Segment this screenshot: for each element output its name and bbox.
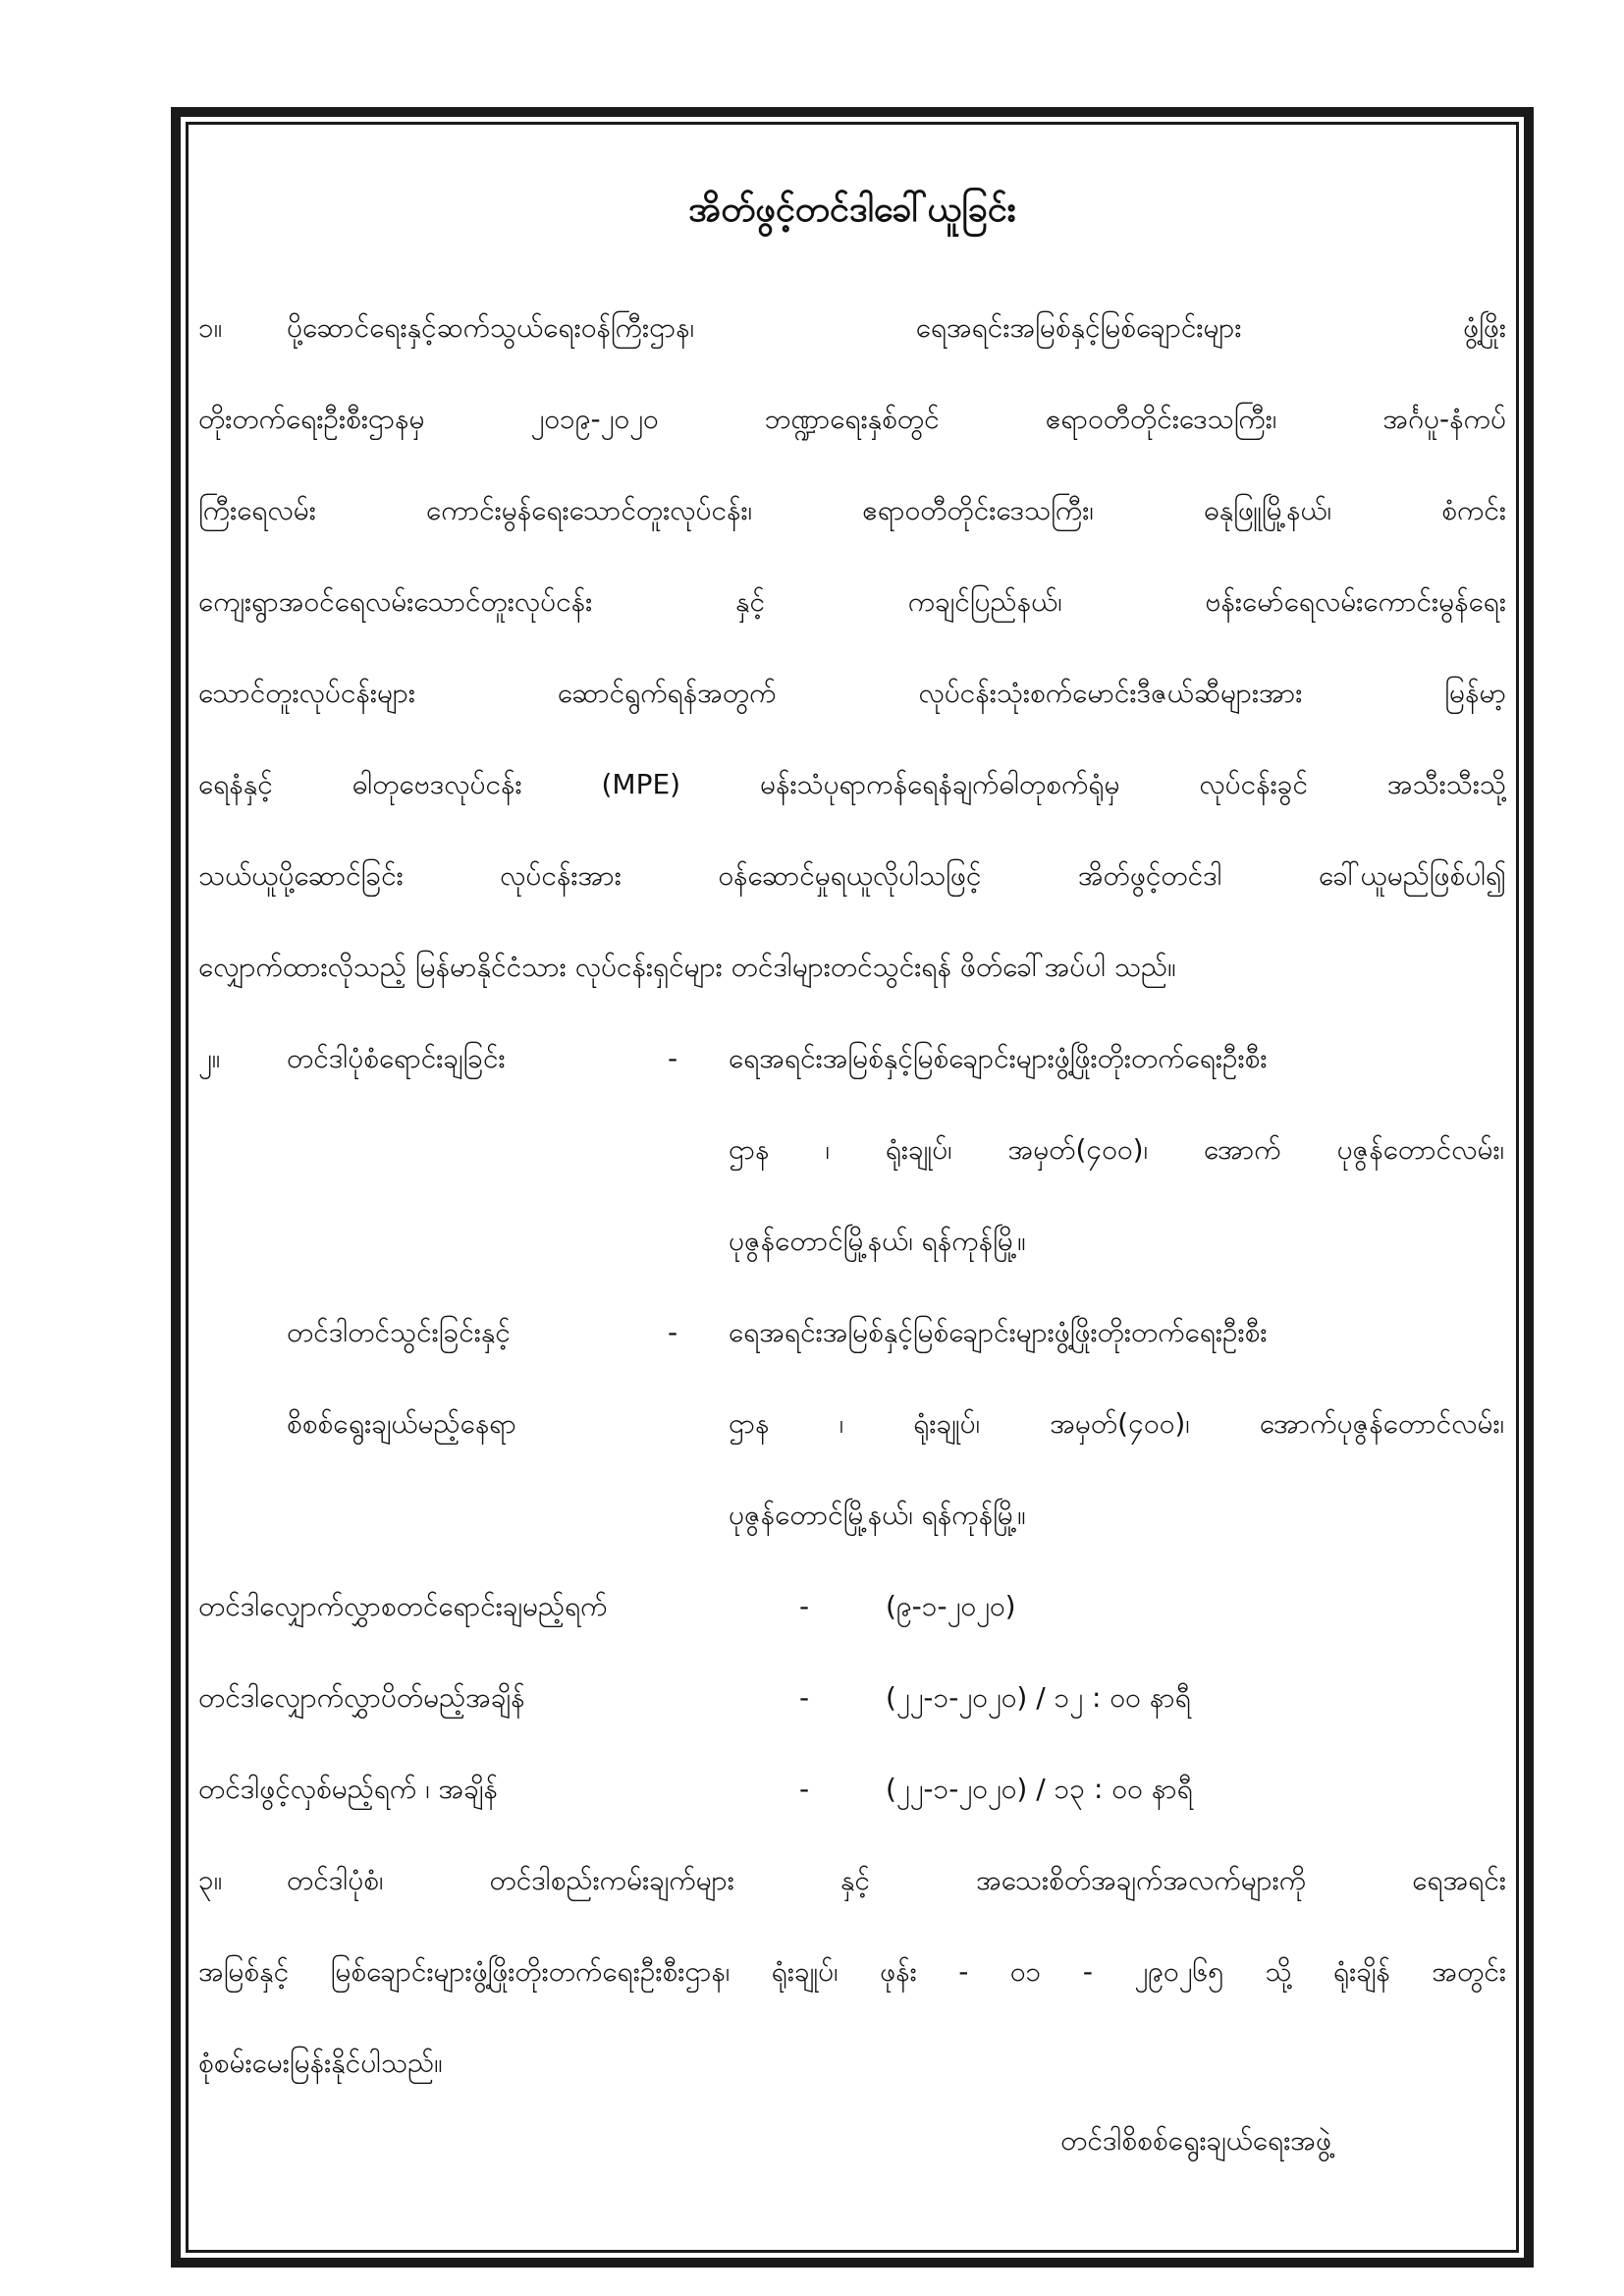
date-dash: -: [799, 1773, 810, 1805]
submit-label: တင်ဒါတင်သွင်းခြင်းနှင့်: [287, 1316, 511, 1348]
section-3-line: စုံစမ်းမေးမြန်းနိုင်ပါသည်။: [198, 2047, 443, 2079]
date-label: တင်ဒါလျှောက်လွှာပိတ်မည့်အချိန်: [198, 1681, 525, 1714]
date-row-opening: [198, 1743, 1506, 1834]
section-1-line: လျှောက်ထားလိုသည့် မြန်မာနိုင်ငံသား လုပ်ငန်းရှင်များ တင်ဒါများတင်သွင်းရန် ဖိတ်ခေါ်အပ်ပါ သည်။: [198, 951, 1176, 983]
section-1-line: သောင်တူးလုပ်ငန်းများ ဆောင်ရွက်ရန်အတွက် လုပ်ငန်းသုံးစက်မောင်းဒီဇယ်ဆီများအား မြန်မာ့: [198, 677, 1506, 709]
date-label: တင်ဒါလျှောက်လွှာစတင်ရောင်းချမည့်ရက်: [198, 1590, 608, 1622]
sale-label: တင်ဒါပုံစံရောင်းချခြင်း: [287, 1042, 506, 1074]
notice-body: [198, 135, 1506, 2240]
section-1-number: ၁။: [198, 311, 223, 344]
date-dash: -: [799, 1590, 810, 1622]
signature: တင်ဒါစိစစ်ရွေးချယ်ရေးအဖွဲ့: [1060, 2124, 1331, 2157]
sale-value-line: ရေအရင်းအမြစ်နှင့်မြစ်ချောင်းများဖွံ့ဖြိုးတိုးတက်ရေးဦးစီး: [729, 1042, 1268, 1074]
section-3-line: ၃။ တင်ဒါပုံစံ၊ တင်ဒါစည်းကမ်းချက်များ နှင့် အသေးစိတ်အချက်အလက်များကို ရေအရင်း: [198, 1834, 1506, 1926]
date-value: (၂၂-၁-၂၀၂၀) / ၁၂ : ၀၀ နာရီ: [886, 1681, 1191, 1714]
section-1-line: သယ်ယူပို့ဆောင်ခြင်း လုပ်ငန်းအား ဝန်ဆောင်မှုရယူလိုပါသဖြင့် အိတ်ဖွင့်တင်ဒါ ခေါ်ယူမည်ဖြစ်ပါ၍: [198, 859, 1506, 892]
sale-value-line: ဌာန ၊ ရုံးချုပ်၊ အမှတ်(၄၀၀)၊ အောက် ပုဇွန်တောင်လမ်း၊: [729, 1133, 1504, 1166]
section-1-line: ကြီးရေလမ်း ကောင်းမွန်ရေးသောင်တူးလုပ်ငန်း၊ ဧရာဝတီတိုင်းဒေသကြီး၊ ဓနုဖြူမြို့နယ်၊ စံကင်း: [198, 494, 1506, 526]
section-2-item-sale: [198, 1012, 1506, 1104]
date-label: တင်ဒါဖွင့်လှစ်မည့်ရက် ၊ အချိန်: [198, 1773, 498, 1805]
section-2-item-submit-cont: [198, 1378, 1506, 1469]
date-dash: -: [799, 1681, 810, 1714]
section-2-number: ၂။: [198, 1042, 221, 1074]
section-1: [198, 282, 1506, 1012]
section-1-line: တိုးတက်ရေးဦးစီးဌာနမှ ၂၀၁၉-၂၀၂၀ ဘဏ္ဍာရေးနှစ်တွင် ဧရာဝတီတိုင်းဒေသကြီး၊ အင်္ဂပူ-နံကပ်: [198, 403, 1506, 435]
section-3: [198, 1834, 1506, 2108]
submit-value-line: ရေအရင်းအမြစ်နှင့်မြစ်ချောင်းများဖွံ့ဖြိုးတိုးတက်ရေးဦးစီး: [729, 1316, 1268, 1348]
date-value: (၉-၁-၂၀၂၀): [886, 1590, 1016, 1622]
submit-label-2: စိစစ်ရွေးချယ်မည့်နေရာ: [287, 1407, 516, 1440]
sale-dash: -: [668, 1042, 678, 1074]
sale-value-line: ပုဇွန်တောင်မြို့နယ်၊ ရန်ကုန်မြို့။: [729, 1225, 1026, 1257]
section-2-item-sale-cont: [198, 1104, 1506, 1195]
date-row-sale-start: [198, 1560, 1506, 1652]
section-3-number: ၃။: [198, 1864, 223, 1896]
submit-dash: -: [668, 1316, 678, 1348]
section-1-line: ၁။ ပို့ဆောင်ရေးနှင့်ဆက်သွယ်ရေးဝန်ကြီးဌာန၊ ရေအရင်းအမြစ်နှင့်မြစ်ချောင်းများ ဖွံ့ဖြိုး: [198, 282, 1506, 373]
section-2-item-submit: [198, 1286, 1506, 1378]
section-2-item-submit-cont: [198, 1469, 1506, 1560]
date-row-closing: [198, 1652, 1506, 1743]
section-3-line: အမြစ်နှင့် မြစ်ချောင်းများဖွံ့ဖြိုးတိုးတက်ရေးဦးစီးဌာန၊ ရုံးချုပ်၊ ဖုန်း - ၀၁ - ၂၉၀၂၆၅ သို့ ရုံးချိန် အတွင်း: [198, 1955, 1506, 1988]
date-value: (၂၂-၁-၂၀၂၀) / ၁၃ : ၀၀ နာရီ: [886, 1773, 1193, 1805]
submit-value-line: ဌာန ၊ ရုံးချုပ်၊ အမှတ်(၄၀၀)၊ အောက်ပုဇွန်တောင်လမ်း၊: [729, 1407, 1504, 1440]
section-1-line: ရေနံနှင့် ဓါတုဗေဒလုပ်ငန်း (MPE) မန်းသံပုရာကန်ရေနံချက်ဓါတုစက်ရုံမှ လုပ်ငန်းခွင် အသီးသီးသို့: [198, 768, 1506, 800]
submit-value-line: ပုဇွန်တောင်မြို့နယ်၊ ရန်ကုန်မြို့။: [729, 1499, 1026, 1531]
section-2-item-sale-cont: [198, 1195, 1506, 1286]
section-1-line: ကျေးရွာအဝင်ရေလမ်းသောင်တူးလုပ်ငန်း နှင့် ကချင်ပြည်နယ်၊ ဗန်းမော်ရေလမ်းကောင်းမွန်ရေး: [198, 585, 1506, 618]
notice-title: အိတ်ဖွင့်တင်ဒါခေါ်ယူခြင်း: [688, 190, 1016, 230]
